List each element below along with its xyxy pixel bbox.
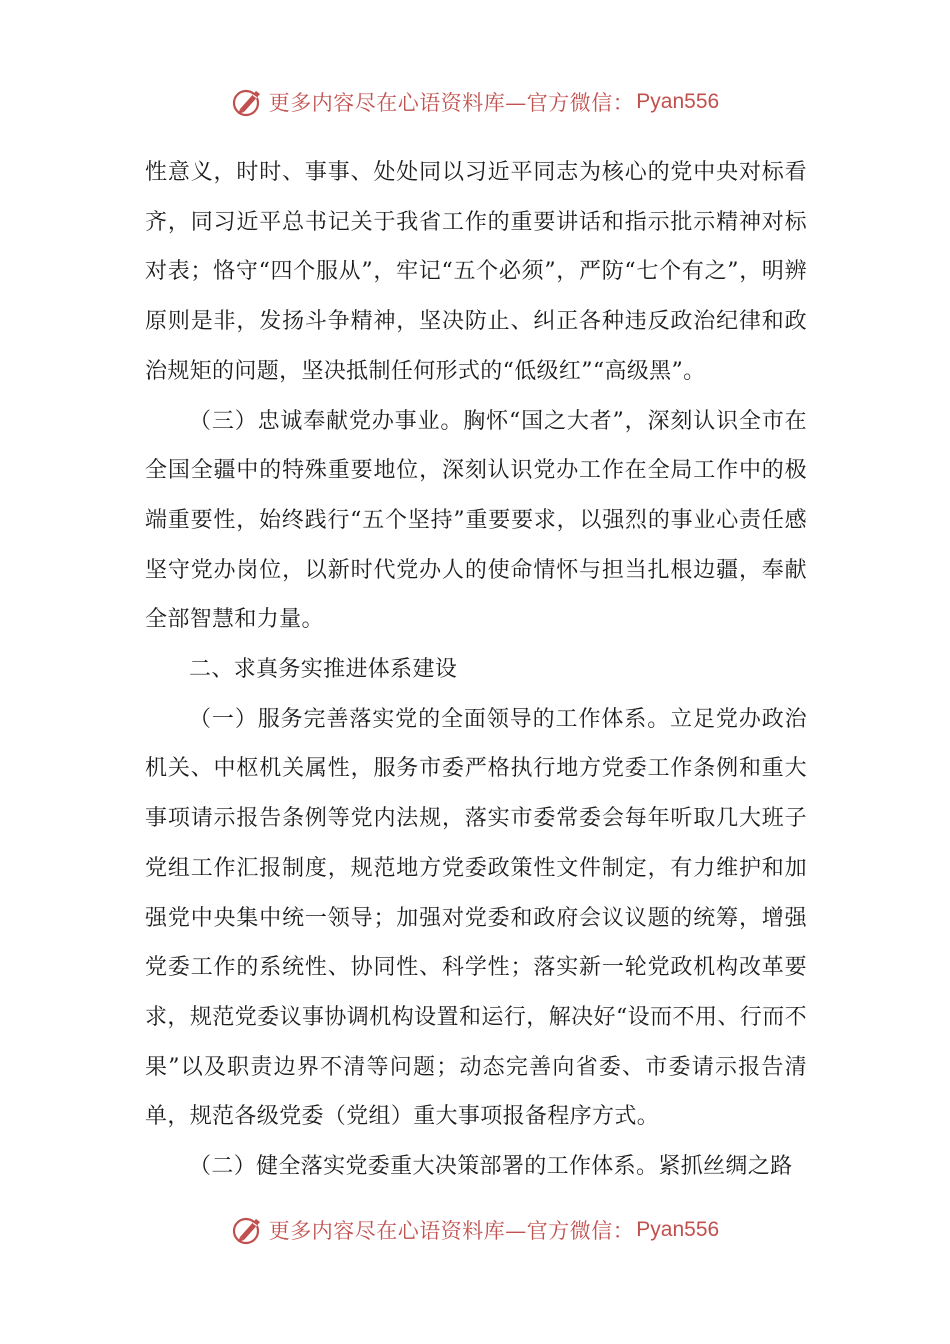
header-banner	[0, 80, 950, 124]
paragraph-4: （二）健全落实党委重大决策部署的工作体系。紧抓丝绸之路	[189, 1154, 793, 1180]
banner-text: 更多内容尽在心语资料库—官方微信：	[268, 1219, 635, 1243]
paragraph-2: （三）忠诚奉献党办事业。胸怀“国之大者”，深刻认识全市在全国全疆中的特殊重要地位，深刻认识党办工作在全局工作中的极端重要性，始终践行“五个坚持”重要要求，以强烈的事业心责任感坚守党办岗位，以新时代党办人的使命情怀与担当扎根边疆，奉献全部智慧和力量。	[145, 408, 807, 633]
paragraph-3: （一）服务完善落实党的全面领导的工作体系。立足党办政治机关、中枢机关属性，服务市委严格执行地方党委工作条例和重大事项请示报告条例等党内法规，落实市委常委会每年听取几大班子党组工作汇报制度，规范地方党委政策性文件制定，有力维护和加强党中央集中统一领导；加强对党委和政府会议议题的统筹，增强党委工作的系统性、协同性、科学性；落实新一轮党政机构改革要求，规范党委议事协调机构设置和运行，解决好“设而不用、行而不果”以及职责边界不清等问题；动态完善向省委、市委请示报告清单，规范各级党委（党组）重大事项报备程序方式。	[145, 706, 807, 1130]
document-body	[145, 148, 807, 1192]
banner-wechat-id: Pyan556	[636, 1218, 720, 1241]
pen-logo-icon	[231, 85, 265, 119]
footer-banner	[0, 1208, 950, 1252]
paragraph-1: 性意义，时时、事事、处处同以习近平同志为核心的党中央对标看齐，同习近平总书记关于我省工作的重要讲话和指示批示精神对标对表；恪守“四个服从”，牢记“五个必须”，严防“七个有之”，明辨原则是非，发扬斗争精神，坚决防止、纠正各种违反政治纪律和政治规矩的问题，坚决抵制任何形式的“低级红”“高级黑”。	[145, 160, 807, 384]
section-heading: 二、求真务实推进体系建设	[189, 657, 458, 683]
pen-logo-icon	[231, 1213, 265, 1247]
banner-text: 更多内容尽在心语资料库—官方微信：	[268, 91, 635, 115]
banner-wechat-id: Pyan556	[636, 90, 720, 113]
